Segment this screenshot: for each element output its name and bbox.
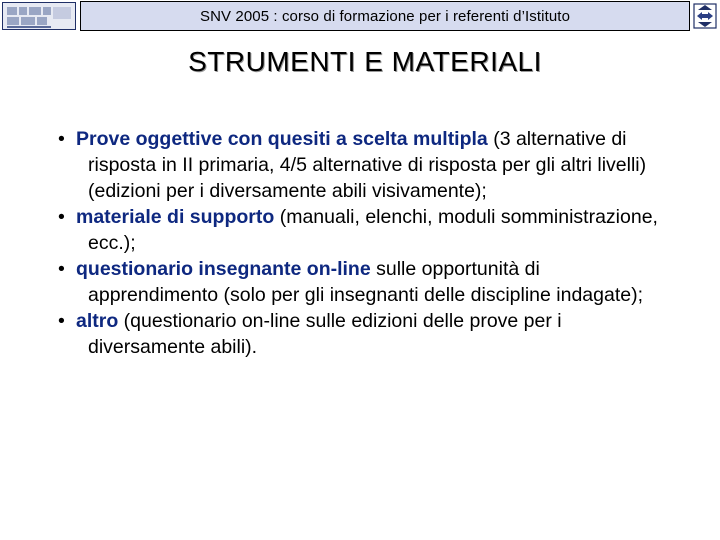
header-title-box <box>80 1 690 31</box>
bullet-item <box>58 126 668 204</box>
bullet-text: (3 alternative di risposta in II primaria, 4/5 alternative di risposta per gli altri livelli) (edizioni per i diversamente abili visivamente); <box>88 128 647 202</box>
bullet-dot: • <box>58 258 65 280</box>
slide-title: STRUMENTI E MATERIALI <box>188 46 542 77</box>
bullet-item <box>58 204 668 256</box>
header-bar <box>0 0 720 32</box>
bullet-keyword: questionario insegnante on-line <box>76 258 371 280</box>
bullet-keyword: altro <box>76 310 119 332</box>
bullet-item <box>58 256 668 308</box>
bullet-dot: • <box>58 128 65 150</box>
bullet-dot: • <box>58 310 65 332</box>
home-arrows-icon[interactable] <box>693 2 717 30</box>
bullet-text: (questionario on-line sulle edizioni delle prove per i diversamente abili). <box>88 310 562 358</box>
bullet-text: (manuali, elenchi, moduli somministrazione, ecc.); <box>88 206 658 254</box>
bullet-dot: • <box>58 206 65 228</box>
bullet-item <box>58 308 668 360</box>
bullet-keyword: Prove oggettive con quesiti a scelta multipla <box>76 128 488 150</box>
institution-logo-icon <box>2 2 76 30</box>
bullet-keyword: materiale di supporto <box>76 206 275 228</box>
header-title: SNV 2005 : corso di formazione per i referenti d’Istituto <box>199 7 571 25</box>
bullet-list <box>58 126 668 360</box>
bullet-text: sulle opportunità di apprendimento (solo per gli insegnanti delle discipline indagate); <box>88 258 644 306</box>
